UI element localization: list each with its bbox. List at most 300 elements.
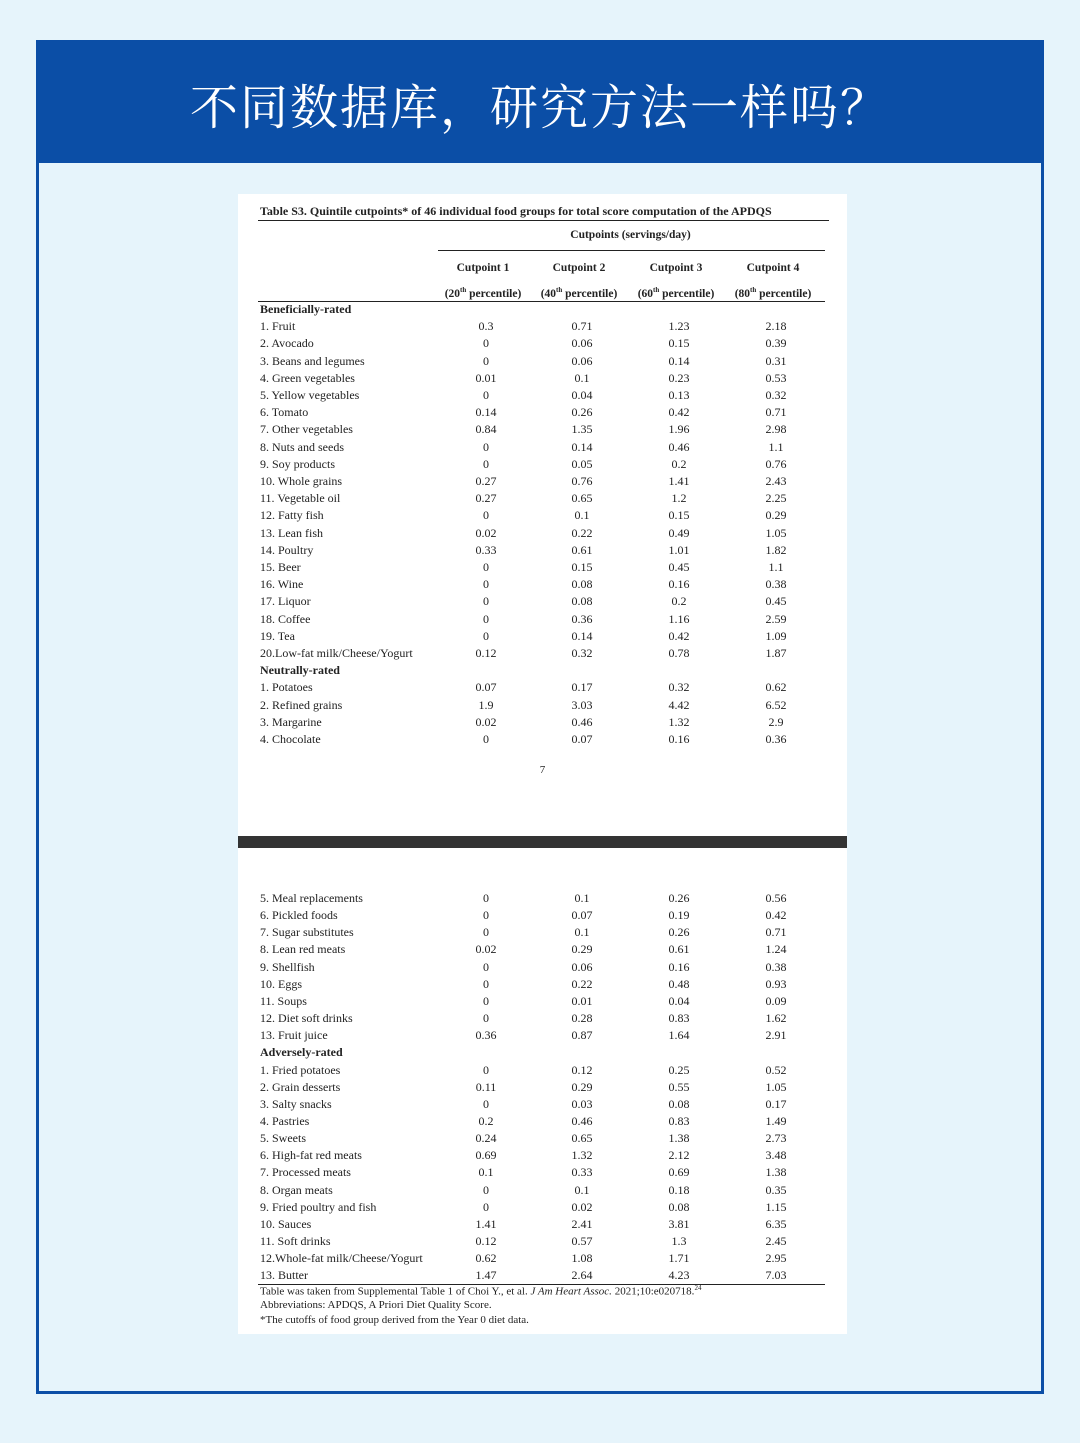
food-group-label: 12.Whole-fat milk/Cheese/Yogurt bbox=[260, 1251, 423, 1266]
table-row bbox=[260, 456, 840, 473]
food-group-label: 2. Avocado bbox=[260, 336, 314, 351]
food-group-label: 7. Processed meats bbox=[260, 1165, 351, 1180]
food-group-label: 9. Shellfish bbox=[260, 959, 315, 974]
cutpoint-1-cell: 0 bbox=[483, 456, 489, 471]
table-row bbox=[260, 507, 840, 524]
table-row bbox=[260, 731, 840, 748]
cutpoint-1-cell: 0 bbox=[483, 1062, 489, 1077]
cutpoint-3-cell: 3.81 bbox=[668, 1216, 690, 1231]
cutpoint-3-cell: 0.13 bbox=[668, 388, 690, 402]
document-page-2 bbox=[238, 848, 847, 1334]
table-row bbox=[260, 335, 840, 352]
cutpoint-4-cell: 2.98 bbox=[765, 422, 787, 437]
cutpoint-3-cell: 0.08 bbox=[668, 1096, 690, 1111]
cutpoint-3-cell: 2.12 bbox=[668, 1148, 690, 1163]
cutpoint-3-cell: 0.15 bbox=[668, 508, 690, 523]
cutpoint-4-cell: 2.25 bbox=[765, 491, 787, 506]
cutpoint-1-cell: 0.36 bbox=[475, 1028, 497, 1043]
cutpoint-4-cell: 6.52 bbox=[765, 697, 787, 712]
cutpoint-1-cell: 0 bbox=[483, 993, 489, 1008]
table-row bbox=[260, 645, 840, 662]
cutpoint-2-cell: 0.28 bbox=[571, 1011, 593, 1026]
col-header-1: Cutpoint 1 bbox=[456, 262, 510, 274]
cutpoint-1-cell: 0 bbox=[483, 908, 489, 923]
cutpoint-4-cell: 0.32 bbox=[765, 388, 787, 402]
cutpoint-1-cell: 0 bbox=[483, 1096, 489, 1111]
table-row bbox=[260, 1199, 840, 1216]
cutpoint-1-cell: 0 bbox=[483, 732, 489, 746]
page-divider bbox=[238, 836, 847, 848]
cutpoint-2-cell: 0.29 bbox=[571, 942, 593, 957]
table-row bbox=[260, 387, 840, 404]
cutpoint-3-cell: 0.16 bbox=[668, 732, 690, 746]
food-group-label: 12. Diet soft drinks bbox=[260, 1011, 353, 1026]
cutpoint-3-cell: 0.18 bbox=[668, 1182, 690, 1197]
cutpoint-2-cell: 0.1 bbox=[574, 508, 590, 523]
cutpoint-1-cell: 0.2 bbox=[478, 1113, 494, 1128]
cutpoint-2-cell: 0.22 bbox=[571, 525, 593, 540]
food-group-label: 9. Soy products bbox=[260, 456, 335, 471]
cutpoint-2-cell: 0.22 bbox=[571, 976, 593, 991]
cutpoint-4-cell: 0.71 bbox=[765, 925, 787, 940]
cutpoint-1-cell: 0.11 bbox=[475, 1079, 497, 1094]
cutpoint-3-cell: 4.42 bbox=[668, 697, 690, 712]
cutpoint-1-cell: 0.12 bbox=[475, 646, 497, 660]
cutpoint-2-cell: 0.65 bbox=[571, 491, 593, 506]
table-row bbox=[260, 924, 840, 941]
food-group-label: 9. Fried poultry and fish bbox=[260, 1199, 377, 1214]
cutpoint-1-cell: 0 bbox=[483, 508, 489, 523]
cutpoint-2-cell: 0.57 bbox=[571, 1234, 593, 1248]
group-header-rule bbox=[438, 250, 825, 251]
cutpoint-3-cell: 0.61 bbox=[668, 942, 690, 957]
cutpoint-4-cell: 1.09 bbox=[765, 628, 787, 643]
food-group-label: 6. Tomato bbox=[260, 405, 309, 420]
cutpoint-1-cell: 0 bbox=[483, 959, 489, 974]
cutpoint-3-cell: 1.41 bbox=[668, 474, 690, 488]
food-group-label: 17. Liquor bbox=[260, 594, 311, 609]
cutpoint-2-cell: 0.33 bbox=[571, 1165, 593, 1180]
document-page-1 bbox=[238, 194, 847, 836]
cutpoint-2-cell: 0.15 bbox=[571, 560, 593, 574]
cutpoint-1-cell: 0 bbox=[483, 439, 489, 454]
cutpoint-1-cell: 0 bbox=[483, 577, 489, 592]
cutpoint-1-cell: 0 bbox=[483, 1199, 489, 1214]
cutpoint-4-cell: 2.73 bbox=[765, 1131, 787, 1146]
cutpoint-2-cell: 0.1 bbox=[574, 891, 590, 905]
cutpoint-3-cell: 1.01 bbox=[668, 542, 690, 557]
table-row bbox=[260, 941, 840, 958]
table-row bbox=[260, 1182, 840, 1199]
cutpoint-1-cell: 0.14 bbox=[475, 405, 497, 420]
cutpoint-4-cell: 2.91 bbox=[765, 1028, 787, 1043]
table-row bbox=[260, 559, 840, 576]
table-row bbox=[260, 976, 840, 993]
abbreviations-note: Abbreviations: APDQS, A Priori Diet Quality Score. bbox=[260, 1299, 492, 1311]
cutpoint-3-cell: 0.55 bbox=[668, 1079, 690, 1094]
cutpoint-2-cell: 0.01 bbox=[571, 993, 593, 1008]
food-group-label: 13. Lean fish bbox=[260, 525, 323, 540]
food-group-label: 5. Meal replacements bbox=[260, 891, 363, 905]
table-row bbox=[260, 1010, 840, 1027]
cutpoint-1-cell: 0 bbox=[483, 594, 489, 609]
food-group-label: 15. Beer bbox=[260, 560, 301, 574]
cutpoint-3-cell: 0.46 bbox=[668, 439, 690, 454]
cutpoint-1-cell: 0 bbox=[483, 336, 489, 351]
cutpoint-4-cell: 0.62 bbox=[765, 680, 787, 695]
food-group-label: 11. Soups bbox=[260, 993, 307, 1008]
cutpoint-3-cell: 0.83 bbox=[668, 1011, 690, 1026]
cutpoint-1-cell: 1.41 bbox=[475, 1216, 497, 1231]
cutpoint-2-cell: 0.87 bbox=[571, 1028, 593, 1043]
table-row bbox=[260, 1233, 840, 1250]
col-subheader-4: (80th percentile) bbox=[734, 286, 812, 300]
table-row bbox=[260, 714, 840, 731]
table-row bbox=[260, 1250, 840, 1267]
cutpoint-1-cell: 0 bbox=[483, 1182, 489, 1197]
cutpoint-4-cell: 7.03 bbox=[765, 1268, 787, 1283]
food-group-label: 10. Eggs bbox=[260, 976, 302, 991]
cutpoint-1-cell: 0 bbox=[483, 611, 489, 626]
cutpoint-3-cell: 1.16 bbox=[668, 611, 690, 626]
cutpoint-4-cell: 0.53 bbox=[765, 370, 787, 385]
table-row bbox=[260, 525, 840, 542]
table-caption: Table S3. Quintile cutpoints* of 46 individual food groups for total score computation of the APDQS bbox=[260, 204, 772, 218]
table-row bbox=[260, 439, 840, 456]
cutpoint-2-cell: 0.07 bbox=[571, 908, 593, 923]
cutpoint-2-cell: 0.06 bbox=[571, 353, 593, 368]
cutpoint-4-cell: 2.18 bbox=[765, 319, 787, 334]
cutpoint-2-cell: 0.71 bbox=[571, 319, 593, 334]
cutpoint-1-cell: 0.07 bbox=[475, 680, 497, 695]
cutpoint-3-cell: 0.16 bbox=[668, 577, 690, 592]
food-group-label: 13. Fruit juice bbox=[260, 1028, 328, 1043]
table-row bbox=[260, 473, 840, 490]
cutpoint-1-cell: 0 bbox=[483, 388, 489, 402]
section-label: Neutrally-rated bbox=[260, 663, 340, 678]
cutpoint-4-cell: 1.24 bbox=[765, 942, 787, 957]
table-row bbox=[260, 490, 840, 507]
food-group-label: 1. Fried potatoes bbox=[260, 1062, 341, 1077]
cutpoint-4-cell: 0.38 bbox=[765, 577, 787, 592]
cutpoint-2-cell: 0.29 bbox=[571, 1079, 593, 1094]
table-row bbox=[260, 1113, 840, 1130]
table-row bbox=[260, 697, 840, 714]
food-group-label: 2. Grain desserts bbox=[260, 1079, 341, 1094]
food-group-label: 8. Lean red meats bbox=[260, 942, 346, 957]
cutpoint-1-cell: 0 bbox=[483, 353, 489, 368]
food-group-label: 7. Other vegetables bbox=[260, 422, 353, 437]
cutpoint-2-cell: 0.06 bbox=[571, 336, 593, 351]
cutpoint-4-cell: 2.59 bbox=[765, 611, 787, 626]
food-group-label: 4. Chocolate bbox=[260, 732, 321, 746]
cutpoint-2-cell: 0.07 bbox=[571, 732, 593, 746]
table-row bbox=[260, 1130, 840, 1147]
cutpoint-4-cell: 0.76 bbox=[765, 456, 787, 471]
table-row bbox=[260, 959, 840, 976]
cutpoint-2-cell: 0.12 bbox=[571, 1062, 593, 1077]
cutpoint-4-cell: 1.1 bbox=[768, 439, 784, 454]
food-group-label: 1. Fruit bbox=[260, 319, 296, 334]
cutpoint-1-cell: 1.9 bbox=[478, 697, 494, 712]
col-subheader-3: (60th percentile) bbox=[637, 286, 715, 300]
cutpoint-1-cell: 0 bbox=[483, 560, 489, 574]
food-group-label: 2. Refined grains bbox=[260, 697, 343, 712]
food-group-label: 5. Sweets bbox=[260, 1131, 306, 1146]
source-note: Table was taken from Supplemental Table 1 of Choi Y., et al. J Am Heart Assoc. 2021;10:e020718.24 bbox=[260, 1284, 702, 1298]
food-group-label: 8. Nuts and seeds bbox=[260, 439, 344, 454]
food-group-label: 3. Beans and legumes bbox=[260, 353, 365, 368]
cutpoint-2-cell: 2.64 bbox=[571, 1268, 593, 1283]
food-group-label: 10. Whole grains bbox=[260, 474, 343, 488]
cutpoint-3-cell: 0.26 bbox=[668, 891, 690, 905]
table-row bbox=[260, 1164, 840, 1181]
cutpoint-2-cell: 1.32 bbox=[571, 1148, 593, 1163]
cutpoint-2-cell: 0.02 bbox=[571, 1199, 593, 1214]
cutpoint-4-cell: 1.15 bbox=[765, 1199, 787, 1214]
table-row bbox=[260, 890, 840, 907]
cutpoint-2-cell: 0.1 bbox=[574, 925, 590, 940]
food-group-label: 14. Poultry bbox=[260, 542, 314, 557]
cutpoint-4-cell: 0.93 bbox=[765, 976, 787, 991]
cutpoint-4-cell: 2.9 bbox=[768, 714, 784, 729]
food-group-label: 6. High-fat red meats bbox=[260, 1148, 362, 1163]
food-group-label: 5. Yellow vegetables bbox=[260, 388, 360, 402]
cutpoint-1-cell: 0 bbox=[483, 891, 489, 905]
cutpoint-2-cell: 1.35 bbox=[571, 422, 593, 437]
cutpoint-3-cell: 0.16 bbox=[668, 959, 690, 974]
table-row bbox=[260, 1267, 840, 1284]
cutpoint-1-cell: 1.47 bbox=[475, 1268, 497, 1283]
food-group-label: 16. Wine bbox=[260, 577, 304, 592]
cutpoint-1-cell: 0.24 bbox=[475, 1131, 497, 1146]
cutpoint-2-cell: 0.76 bbox=[571, 474, 593, 488]
cutpoint-2-cell: 0.46 bbox=[571, 1113, 593, 1128]
table-row bbox=[260, 1062, 840, 1079]
cutpoint-3-cell: 1.23 bbox=[668, 319, 690, 334]
cutpoint-2-cell: 0.65 bbox=[571, 1131, 593, 1146]
food-group-label: 3. Salty snacks bbox=[260, 1096, 332, 1111]
table-row bbox=[260, 1027, 840, 1044]
cutpoint-1-cell: 0 bbox=[483, 925, 489, 940]
cutpoint-4-cell: 0.38 bbox=[765, 959, 787, 974]
cutpoint-4-cell: 0.42 bbox=[765, 908, 787, 923]
cutpoint-1-cell: 0.12 bbox=[475, 1234, 497, 1248]
col-header-2: Cutpoint 2 bbox=[552, 262, 606, 274]
table-row bbox=[260, 1096, 840, 1113]
cutpoint-3-cell: 1.2 bbox=[671, 491, 687, 506]
cutpoint-3-cell: 0.14 bbox=[668, 353, 690, 368]
cutpoint-3-cell: 0.19 bbox=[668, 908, 690, 923]
cutpoint-4-cell: 0.36 bbox=[765, 732, 787, 746]
cutpoint-1-cell: 0.84 bbox=[475, 422, 497, 437]
cutpoint-4-cell: 2.95 bbox=[765, 1251, 787, 1266]
food-group-label: 7. Sugar substitutes bbox=[260, 925, 354, 940]
section-label: Beneficially-rated bbox=[260, 302, 352, 316]
table-row bbox=[260, 679, 840, 696]
cutpoint-4-cell: 1.87 bbox=[765, 646, 787, 660]
section-header-row bbox=[260, 301, 840, 318]
cutpoint-1-cell: 0.02 bbox=[475, 525, 497, 540]
cutpoint-4-cell: 1.1 bbox=[768, 560, 784, 574]
cutpoint-4-cell: 1.49 bbox=[765, 1113, 787, 1128]
cutpoint-4-cell: 0.29 bbox=[765, 508, 787, 523]
cutpoint-2-cell: 0.1 bbox=[574, 370, 590, 385]
food-group-label: 20.Low-fat milk/Cheese/Yogurt bbox=[260, 646, 413, 660]
col-header-4: Cutpoint 4 bbox=[746, 262, 800, 274]
food-group-label: 11. Vegetable oil bbox=[260, 491, 341, 506]
cutpoint-2-cell: 0.17 bbox=[571, 680, 593, 695]
cutpoint-2-cell: 0.36 bbox=[571, 611, 593, 626]
table-row bbox=[260, 628, 840, 645]
cutpoint-3-cell: 0.2 bbox=[671, 594, 687, 609]
cutpoint-2-cell: 0.26 bbox=[571, 405, 593, 420]
title-banner bbox=[39, 43, 1041, 163]
cutpoint-4-cell: 3.48 bbox=[765, 1148, 787, 1163]
food-group-label: 1. Potatoes bbox=[260, 680, 313, 695]
cutpoint-1-cell: 0.3 bbox=[478, 319, 494, 334]
cutoff-note: *The cutoffs of food group derived from the Year 0 diet data. bbox=[260, 1314, 529, 1326]
cutpoint-1-cell: 0.62 bbox=[475, 1251, 497, 1266]
banner-title: 不同数据库，研究方法一样吗？ bbox=[189, 79, 890, 136]
table-row bbox=[260, 1147, 840, 1164]
cutpoint-3-cell: 0.15 bbox=[668, 336, 690, 351]
cutpoint-3-cell: 0.45 bbox=[668, 560, 690, 574]
cutpoint-4-cell: 1.05 bbox=[765, 1079, 787, 1094]
cutpoint-2-cell: 0.61 bbox=[571, 542, 593, 557]
cutpoint-4-cell: 0.31 bbox=[765, 353, 787, 368]
cutpoint-4-cell: 0.45 bbox=[765, 594, 787, 609]
cutpoint-2-cell: 0.06 bbox=[571, 959, 593, 974]
section-label: Adversely-rated bbox=[260, 1045, 343, 1060]
cutpoint-2-cell: 0.05 bbox=[571, 456, 593, 471]
cutpoint-2-cell: 0.14 bbox=[571, 439, 593, 454]
section-header-row bbox=[260, 1044, 840, 1061]
cutpoint-3-cell: 0.49 bbox=[668, 525, 690, 540]
cutpoint-1-cell: 0 bbox=[483, 1011, 489, 1026]
table-row bbox=[260, 353, 840, 370]
cutpoint-4-cell: 0.56 bbox=[765, 891, 787, 905]
food-group-label: 19. Tea bbox=[260, 628, 295, 643]
table-row bbox=[260, 593, 840, 610]
food-group-label: 4. Green vegetables bbox=[260, 370, 355, 385]
cutpoint-3-cell: 0.42 bbox=[668, 628, 690, 643]
cutpoint-3-cell: 0.48 bbox=[668, 976, 690, 991]
page-number: 7 bbox=[539, 764, 546, 776]
table-row bbox=[260, 421, 840, 438]
cutpoint-3-cell: 0.04 bbox=[668, 993, 690, 1008]
col-header-3: Cutpoint 3 bbox=[649, 262, 703, 274]
table-row bbox=[260, 1079, 840, 1096]
cutpoint-1-cell: 0.27 bbox=[475, 491, 497, 506]
cutpoint-3-cell: 0.42 bbox=[668, 405, 690, 420]
cutpoint-3-cell: 0.25 bbox=[668, 1062, 690, 1077]
food-group-label: 10. Sauces bbox=[260, 1216, 312, 1231]
cutpoint-1-cell: 0.1 bbox=[478, 1165, 494, 1180]
cutpoint-2-cell: 0.08 bbox=[571, 577, 593, 592]
col-subheader-1: (20th percentile) bbox=[444, 286, 522, 300]
cutpoint-4-cell: 0.09 bbox=[765, 993, 787, 1008]
food-group-label: 6. Pickled foods bbox=[260, 908, 338, 923]
cutpoint-3-cell: 0.08 bbox=[668, 1199, 690, 1214]
cutpoint-1-cell: 0.69 bbox=[475, 1148, 497, 1163]
food-group-label: 13. Butter bbox=[260, 1268, 308, 1283]
cutpoint-4-cell: 1.38 bbox=[765, 1165, 787, 1180]
cutpoint-1-cell: 0.33 bbox=[475, 542, 497, 557]
cutpoint-2-cell: 0.46 bbox=[571, 714, 593, 729]
cutpoint-3-cell: 0.78 bbox=[668, 646, 690, 660]
food-group-label: 3. Margarine bbox=[260, 714, 322, 729]
table-row bbox=[260, 542, 840, 559]
cutpoint-1-cell: 0.01 bbox=[475, 370, 497, 385]
cutpoint-4-cell: 1.82 bbox=[765, 542, 787, 557]
cutpoint-3-cell: 1.64 bbox=[668, 1028, 690, 1043]
food-group-label: 18. Coffee bbox=[260, 611, 311, 626]
cutpoint-3-cell: 1.3 bbox=[671, 1234, 687, 1248]
caption-rule bbox=[258, 220, 829, 221]
table-row bbox=[260, 370, 840, 387]
cutpoint-3-cell: 1.96 bbox=[668, 422, 690, 437]
cutpoint-2-cell: 0.08 bbox=[571, 594, 593, 609]
food-group-label: 11. Soft drinks bbox=[260, 1234, 331, 1248]
cutpoint-4-cell: 1.05 bbox=[765, 525, 787, 540]
cutpoint-4-cell: 0.35 bbox=[765, 1182, 787, 1197]
cutpoint-3-cell: 1.32 bbox=[668, 714, 690, 729]
cutpoint-3-cell: 0.26 bbox=[668, 925, 690, 940]
cutpoint-4-cell: 0.71 bbox=[765, 405, 787, 420]
cutpoint-4-cell: 0.52 bbox=[765, 1062, 787, 1077]
table-row bbox=[260, 907, 840, 924]
cutpoint-2-cell: 0.14 bbox=[571, 628, 593, 643]
cutpoint-1-cell: 0.02 bbox=[475, 714, 497, 729]
cutpoint-4-cell: 2.45 bbox=[765, 1234, 787, 1248]
cutpoint-2-cell: 1.08 bbox=[571, 1251, 593, 1266]
cutpoint-3-cell: 4.23 bbox=[668, 1268, 690, 1283]
cutpoint-4-cell: 2.43 bbox=[765, 474, 787, 488]
cutpoint-4-cell: 6.35 bbox=[765, 1216, 787, 1231]
cutpoint-1-cell: 0.27 bbox=[475, 474, 497, 488]
cutpoint-2-cell: 0.04 bbox=[571, 388, 593, 402]
group-header: Cutpoints (servings/day) bbox=[570, 229, 691, 241]
cutpoint-3-cell: 0.32 bbox=[668, 680, 690, 695]
cutpoint-2-cell: 0.03 bbox=[571, 1096, 593, 1111]
food-group-label: 12. Fatty fish bbox=[260, 508, 324, 523]
col-subheader-2: (40th percentile) bbox=[540, 286, 618, 300]
cutpoint-4-cell: 0.39 bbox=[765, 336, 787, 351]
cutpoint-2-cell: 3.03 bbox=[571, 697, 593, 712]
cutpoint-1-cell: 0 bbox=[483, 976, 489, 991]
table-row bbox=[260, 576, 840, 593]
cutpoint-2-cell: 0.1 bbox=[574, 1182, 590, 1197]
table-row bbox=[260, 611, 840, 628]
cutpoint-3-cell: 0.83 bbox=[668, 1113, 690, 1128]
section-header-row bbox=[260, 662, 840, 679]
cutpoint-2-cell: 0.32 bbox=[571, 646, 593, 660]
table-row bbox=[260, 318, 840, 335]
cutpoint-1-cell: 0.02 bbox=[475, 942, 497, 957]
cutpoint-3-cell: 1.38 bbox=[668, 1131, 690, 1146]
table-row bbox=[260, 404, 840, 421]
food-group-label: 8. Organ meats bbox=[260, 1182, 333, 1197]
cutpoint-2-cell: 2.41 bbox=[571, 1216, 593, 1231]
cutpoint-3-cell: 1.71 bbox=[668, 1251, 690, 1266]
cutpoint-4-cell: 1.62 bbox=[765, 1011, 787, 1026]
food-group-label: 4. Pastries bbox=[260, 1113, 310, 1128]
cutpoint-1-cell: 0 bbox=[483, 628, 489, 643]
cutpoint-3-cell: 0.23 bbox=[668, 370, 690, 385]
table-row bbox=[260, 993, 840, 1010]
cutpoint-3-cell: 0.2 bbox=[671, 456, 687, 471]
